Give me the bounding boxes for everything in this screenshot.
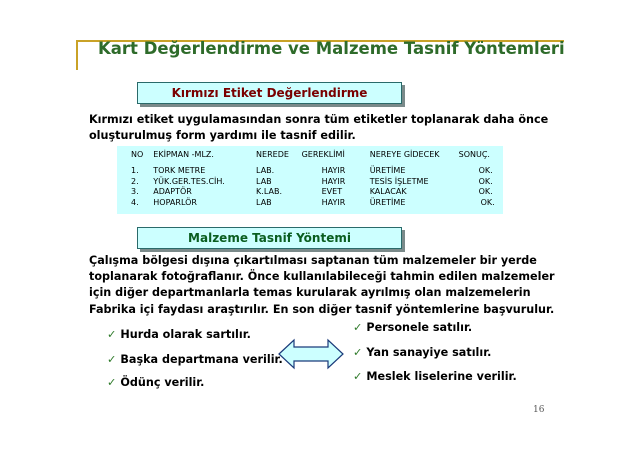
table-cell: HOPARLÖR: [153, 197, 197, 207]
option-label: Meslek liselerine verilir.: [366, 370, 517, 383]
double-headed-arrow-icon: [278, 338, 344, 370]
left-option-department: [107, 353, 283, 366]
table-cell: HAYIR: [321, 165, 346, 175]
left-option-loan: [107, 376, 204, 389]
table-cell: LAB: [256, 197, 272, 207]
arrow-shape: [279, 340, 343, 368]
table-cell: LAB: [256, 176, 272, 186]
red-tag-paragraph: [89, 112, 548, 144]
right-option-personnel: [353, 321, 472, 334]
table-cell: K.LAB.: [256, 187, 282, 197]
table-cell: 2.: [131, 176, 139, 186]
option-label: Personele satılır.: [366, 321, 473, 334]
left-option-scrap: [107, 328, 251, 341]
table-cell: 4.: [131, 197, 139, 207]
table-cell: ÜRETİME: [369, 165, 406, 175]
table-header: NO: [131, 150, 144, 159]
table-header-row: [117, 146, 503, 165]
table-cell: ADAPTÖR: [153, 187, 192, 197]
table-spacer-cell: [117, 208, 503, 214]
evaluation-table: [117, 146, 503, 214]
material-heading: Malzeme Tasnif Yöntemi: [188, 231, 351, 245]
material-heading-box: [137, 227, 402, 249]
paragraph-line: için diğer departmanlarla temas kurularak ayrılmış olan malzemelerin: [89, 286, 531, 300]
table-spacer: [117, 208, 503, 214]
red-tag-heading-box: [137, 82, 402, 104]
paragraph-line: toplanarak fotoğraflanır. Önce kullanılabileceği tahmin edilen malzemeler: [89, 270, 555, 284]
check-icon: ✓: [107, 376, 117, 389]
table-cell: OK.: [478, 187, 493, 197]
table-row: [117, 176, 503, 187]
table-cell: HAYIR: [321, 176, 346, 186]
table-header: NEREDE: [256, 150, 289, 159]
check-icon: ✓: [353, 346, 363, 359]
table-row: [117, 165, 503, 176]
option-label: Hurda olarak sartılır.: [120, 328, 251, 341]
table-header: SONUÇ.: [458, 150, 490, 159]
table-header: NEREYE GİDECEK: [369, 150, 440, 159]
option-label: Başka departmana verilir.: [120, 353, 283, 366]
page-number: 16: [533, 405, 545, 415]
check-icon: ✓: [107, 328, 117, 341]
table-cell: KALACAK: [369, 187, 407, 197]
table-cell: 1.: [131, 165, 139, 175]
paragraph-line: Kırmızı etiket uygulamasından sonra tüm etiketler toplanarak daha önce: [89, 113, 549, 126]
right-option-schools: [353, 370, 517, 383]
check-icon: ✓: [353, 321, 363, 334]
paragraph-line: Çalışma bölgesi dışına çıkartılması saptanan tüm malzemeler bir yerde: [89, 254, 537, 267]
table-cell: YÜK.GER.TES.CİH.: [153, 176, 225, 186]
table-cell: OK.: [478, 176, 493, 186]
table-cell: LAB.: [256, 165, 275, 175]
table-cell: ÜRETİME: [369, 197, 406, 207]
table-cell: OK.: [480, 197, 495, 207]
table-cell: OK.: [478, 165, 493, 175]
paragraph-line: Fabrika içi faydası araştırılır. En son diğer tasnif yöntemlerine başvurulur.: [89, 302, 555, 316]
table-row: [117, 197, 503, 208]
table-header: EKİPMAN -MLZ.: [153, 150, 214, 159]
red-tag-heading: Kırmızı Etiket Değerlendirme: [171, 86, 368, 100]
option-label: Ödünç verilir.: [120, 376, 205, 389]
material-paragraph: [89, 253, 555, 318]
paragraph-line: oluşturulmuş form yardımı ile tasnif edilir.: [89, 129, 356, 142]
right-option-subindustry: [353, 346, 491, 359]
table-header: GEREKLİMİ: [301, 150, 345, 159]
table-cell: HAYIR: [321, 197, 346, 207]
table-cell: 3.: [131, 187, 139, 197]
slide-title: Kart Değerlendirme ve Malzeme Tasnif Yöntemleri: [98, 39, 565, 58]
table-cell: EVET: [321, 187, 343, 197]
check-icon: ✓: [353, 370, 363, 383]
check-icon: ✓: [107, 353, 117, 366]
option-label: Yan sanayiye satılır.: [366, 346, 492, 359]
table-cell: TORK METRE: [153, 165, 206, 175]
table-cell: TESİS İŞLETME: [369, 176, 429, 186]
table-row: [117, 186, 503, 197]
